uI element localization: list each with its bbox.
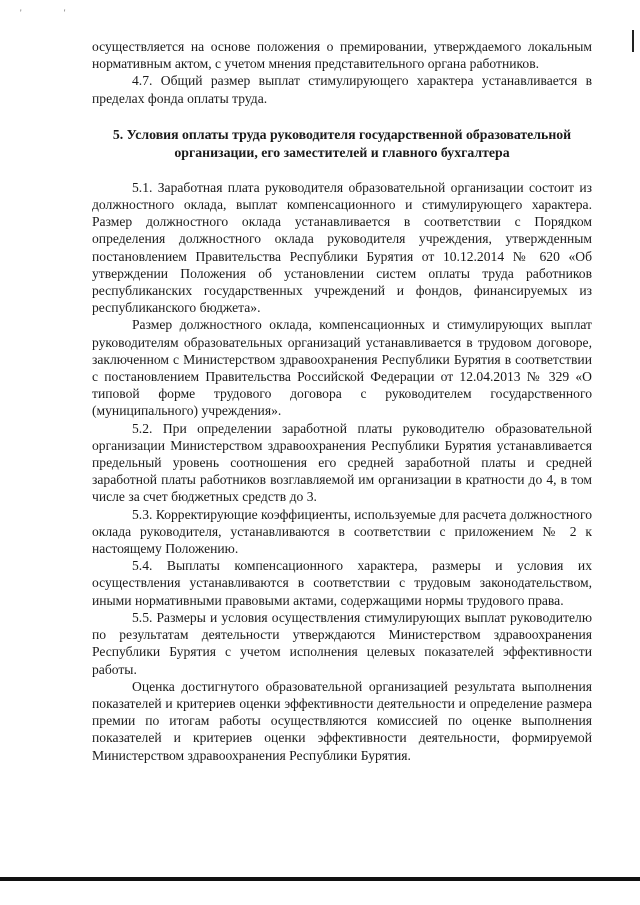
paragraph-5-1: 5.1. Заработная плата руководителя образовательной организации состоит из должностного оклада, выплат компенсационного и стимулирующего характера. Размер должностного оклада устанавливается в соответствии с Порядком определения должностного оклада руководителя учреждения, утвержденным постановлением Правительства Республики Бурятия от 10.12.2014 № 620 «Об утверждении Положения об установлении систем оплаты труда работников республиканских государственных учреждений и фондов, финансируемых из республиканского бюджета». (92, 179, 592, 316)
scan-marks: ' ' (20, 8, 86, 18)
paragraph-4-6-continuation: осуществляется на основе положения о премировании, утверждаемого локальным нормативным актом, с учетом мнения представительного органа работников. (92, 39, 592, 72)
document-body (92, 38, 592, 764)
paragraph-5-5: 5.5. Размеры и условия осуществления стимулирующих выплат руководителю по результатам деятельности утверждаются Министерством здравоохранения Республики Бурятия с учетом исполнения целевых показателей эффективности работы. (92, 609, 592, 677)
paragraph-5-1-b: Размер должностного оклада, компенсационных и стимулирующих выплат руководителям образовательных организаций устанавливается в трудовом договоре, заключенном с Министерством здравоохранения Республики Бурятия в соответствии с постановлением Правительства Российской Федерации от 12.04.2013 № 329 «О типовой форме трудового договора с руководителем государственного (муниципального) учреждения». (92, 317, 592, 419)
paragraph-5-4: 5.4. Выплаты компенсационного характера, размеры и условия их осуществления устанавливаются в соответствии с трудовым законодательством, иными нормативными правовыми актами, содержащими нормы трудового права. (92, 558, 592, 608)
paragraph-4-7: 4.7. Общий размер выплат стимулирующего характера устанавливается в пределах фонда оплаты труда. (92, 73, 592, 106)
section-5-heading: 5. Условия оплаты труда руководителя государственной образовательной организации, его заместителей и главного бухгалтера (112, 126, 572, 160)
paragraph-5-3: 5.3. Корректирующие коэффициенты, используемые для расчета должностного оклада руководителя, устанавливаются в соответствии с приложением № 2 к настоящему Положению. (92, 506, 592, 557)
scan-edge-mark (632, 30, 634, 52)
paragraph-5-5-b: Оценка достигнутого образовательной организацией результата выполнения показателей и критериев оценки эффективности деятельности и определение размера премии по итогам работы осуществляются комиссией по оценке выполнения показателей и критериев оценки эффективности деятельности, формируемой Министерством здравоохранения Республики Бурятия. (92, 678, 592, 763)
scan-bottom-border (0, 877, 640, 881)
paragraph-5-2: 5.2. При определении заработной платы руководителю образовательной организации Министерством здравоохранения Республики Бурятия устанавливается предельный уровень соотношения его средней заработной платы и средней заработной платы работников возглавляемой им организации в кратности до 4, в том числе за счет бюджетных средств до 3. (92, 420, 592, 505)
